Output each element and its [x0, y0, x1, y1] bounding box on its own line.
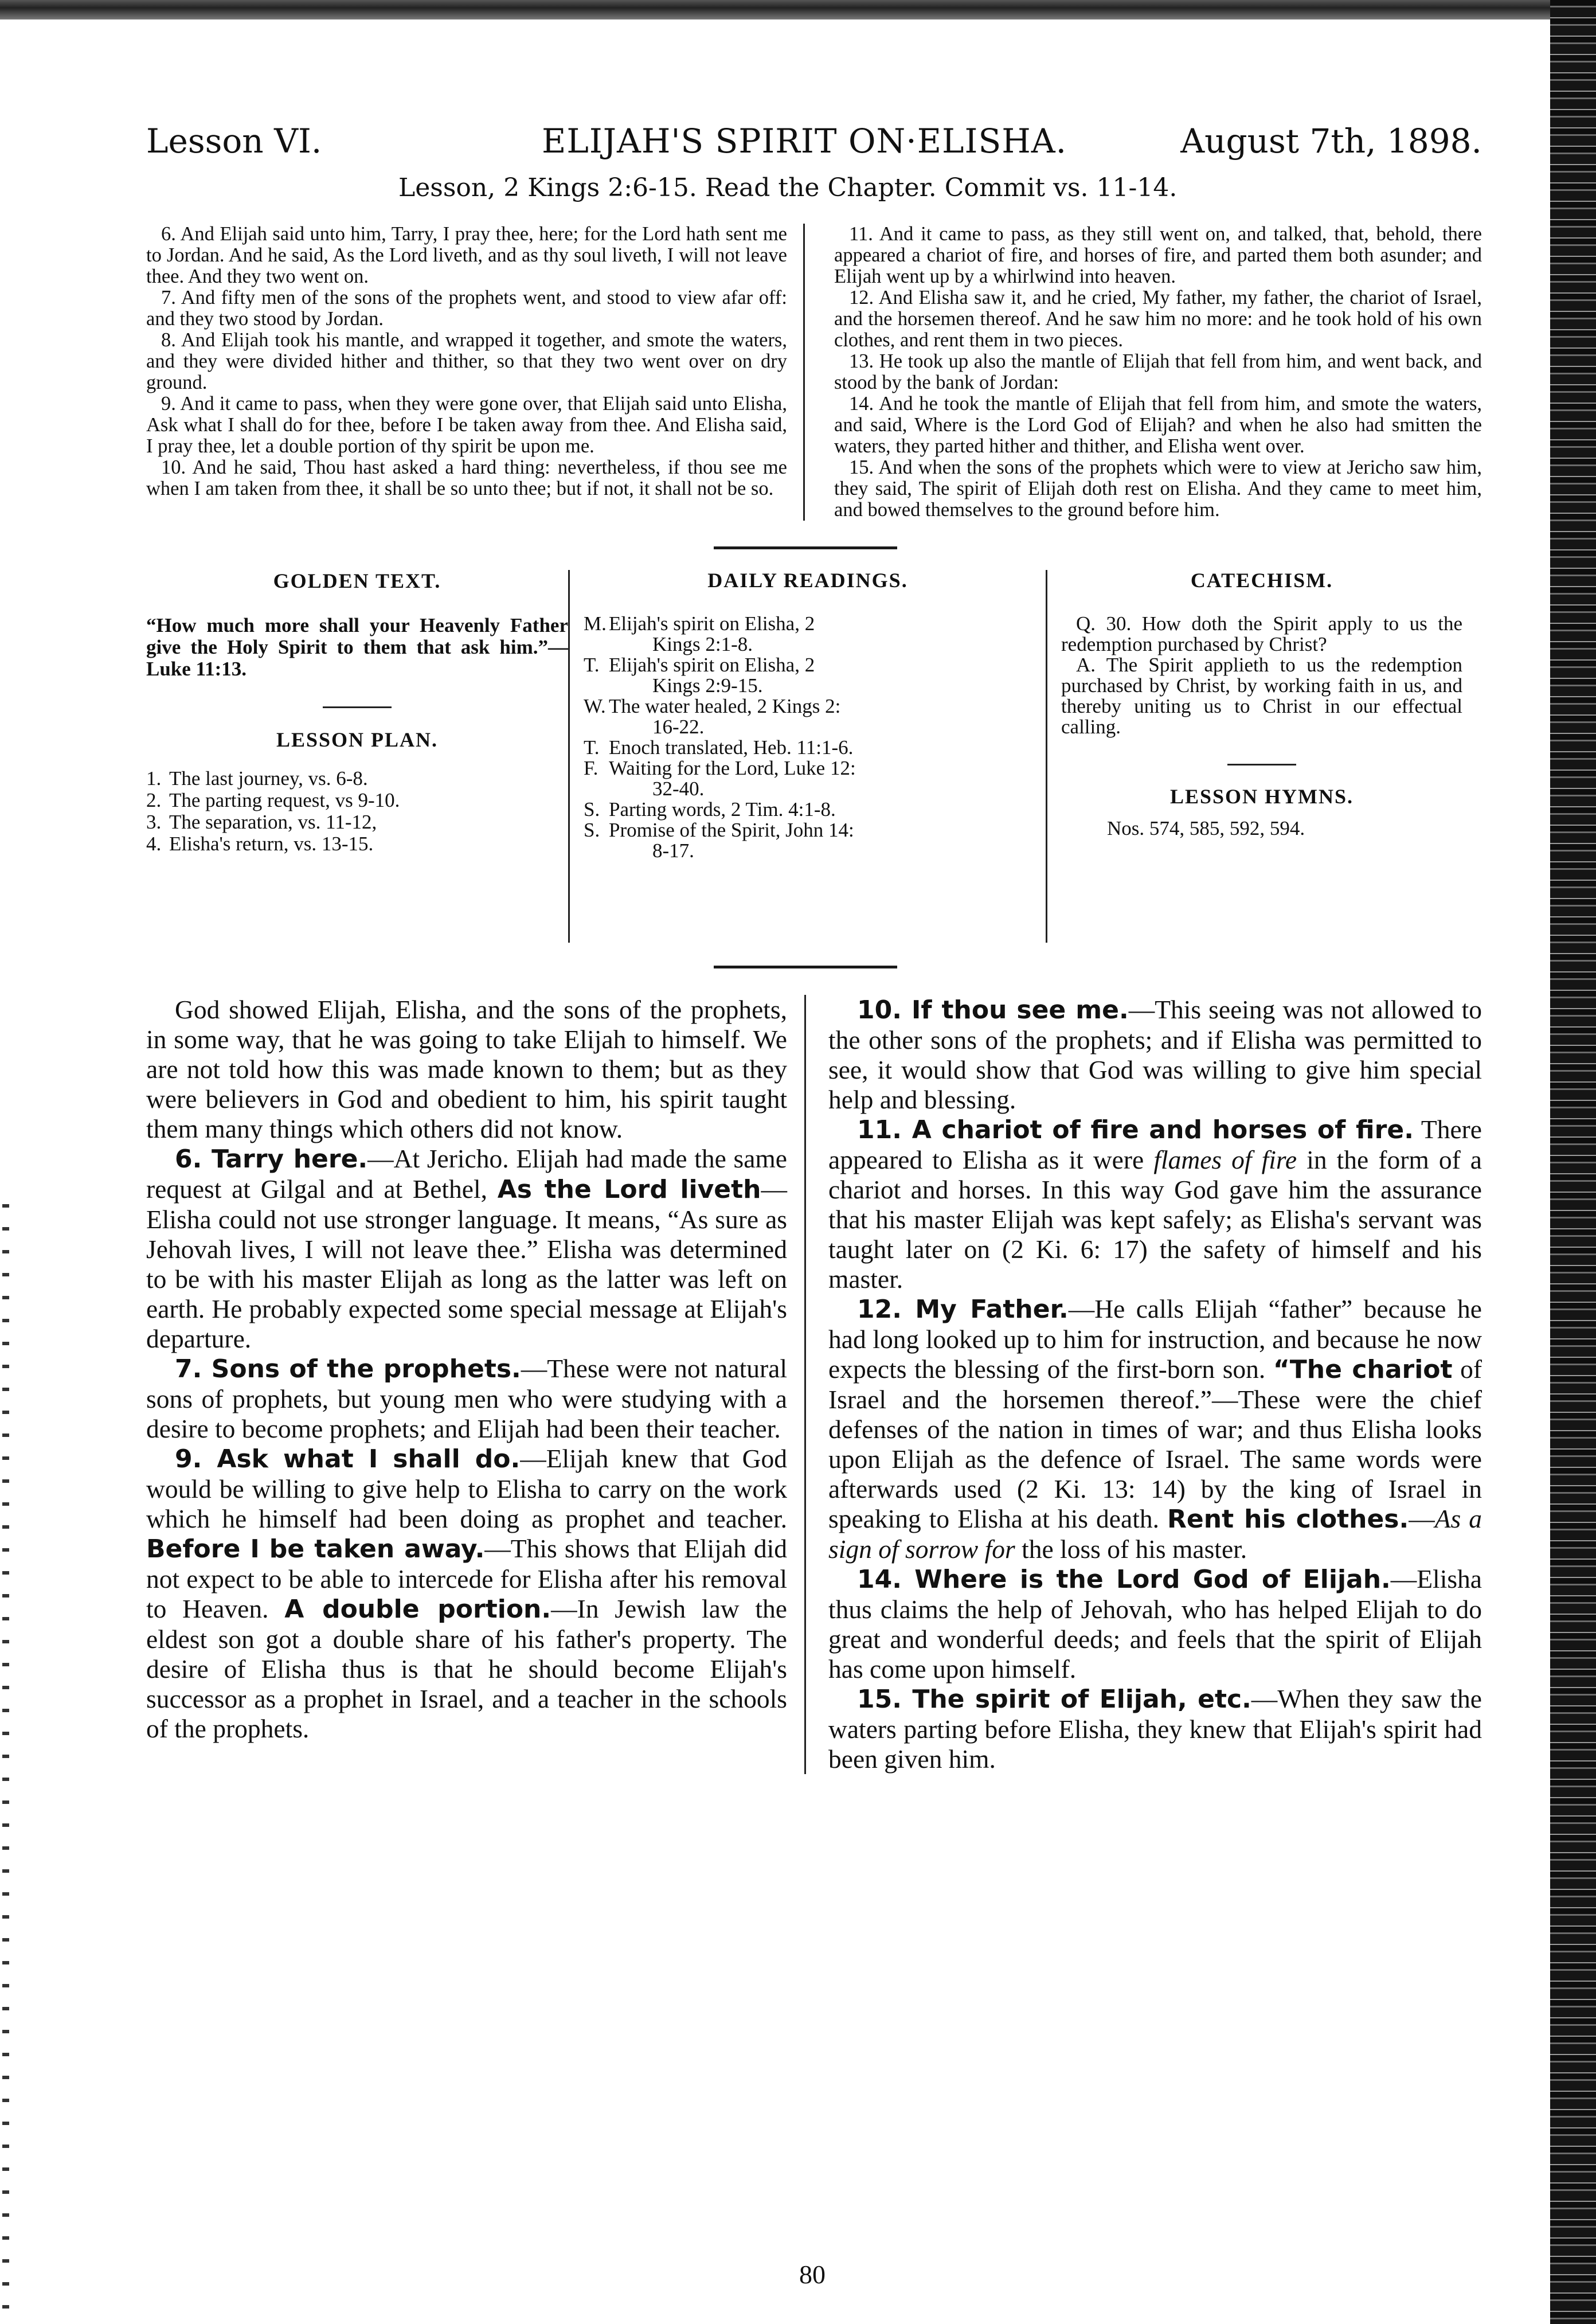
catechism-heading: CATECHISM. — [1190, 569, 1333, 592]
note-verse-10: 10. If thou see me.—This seeing was not allowed to the other sons of the prophets; and if Elisha was permitted to see, it would show that God was willing to give him special help and blessing. — [828, 995, 1482, 1114]
commentary-left-column — [146, 995, 806, 1774]
note-verse-14: 14. Where is the Lord God of Elijah.—Elisha thus claims the help of Jehovah, who has helped Elijah to do great and wonderful deeds; and feels that the spirit of Elijah has come upon himself. — [828, 1564, 1482, 1684]
scripture-passage — [146, 224, 1482, 521]
verse-13: 13. He took up also the mantle of Elijah that fell from him, and went back, and stood by the bank of Jordan: — [834, 350, 1482, 393]
note-heading: Rent his clothes. — [1167, 1505, 1409, 1534]
page-header — [146, 122, 1482, 173]
scan-binding-edge — [1550, 0, 1596, 2324]
verse-10: 10. And he said, Thou hast asked a hard thing: nevertheless, if thou see me when I am taken from thee, it shall be so unto thee; but if not, it shall not be so. — [146, 456, 787, 499]
reading-row: F. Waiting for the Lord, Luke 12: — [584, 757, 856, 779]
golden-text-box — [146, 570, 568, 943]
verse-14: 14. And he took the mantle of Elijah that fell from him, and smote the waters, and said, Where is the Lord God of Elijah? and when he also had smitten the waters, they parted hither and thither, and Elisha went over. — [834, 393, 1482, 457]
catechism-question: Q. 30. How doth the Spirit apply to us the redemption purchased by Christ? — [1061, 612, 1462, 655]
lesson-plan-list — [146, 768, 568, 855]
divider — [323, 706, 392, 708]
section-divider — [714, 966, 897, 968]
verse-11: 11. And it came to pass, as they still went on, and talked, that, behold, there appeared a chariot of fire, and horses of fire, and parted them both asunder; and Elijah went up by a whirlwind into heaven. — [834, 223, 1482, 287]
lesson-hymns-heading: LESSON HYMNS. — [1169, 785, 1354, 808]
reading-row: T. Enoch translated, Heb. 11:1-6. — [584, 736, 854, 759]
divider — [1227, 764, 1296, 765]
verse-7: 7. And fifty men of the sons of the prophets went, and stood to view afar off: and they two stood by Jordan. — [146, 287, 787, 330]
daily-readings-box — [568, 570, 1047, 943]
lesson-title: ELIJAH'S SPIRIT ON·ELISHA. — [542, 122, 1067, 161]
reading-row: M. Elijah's spirit on Elisha, 2 — [584, 612, 815, 635]
note-verse-11: 11. A chariot of fire and horses of fire. There appeared to Elisha as it were flames of fire in the form of a chariot and horses. In this way God gave him the assurance that his master Elijah was kept safely; as Elisha's servant was taught later on (2 Ki. 6: 17) the safety of himself and his master. — [828, 1115, 1482, 1294]
reading-row: S. Parting words, 2 Tim. 4:1-8. — [584, 798, 836, 821]
note-heading: 6. Tarry here. — [175, 1145, 368, 1174]
note-heading: 15. The spirit of Elijah, etc. — [857, 1685, 1251, 1714]
reading-continuation: Kings 2:1-8. — [652, 633, 753, 655]
note-verse-9: 9. Ask what I shall do.—Elijah knew that God would be willing to give help to Elisha to carry on the work which he himself had been doing as prophet and teacher. Before I be taken away.—This shows that Elijah did not expect to be able to intercede for Elisha after his removal to Heaven. A double portion.—In Jewish law the eldest son got a double share of his father's property. The desire of Elisha thus is that he should become Elijah's successor as a prophet in Israel, and a teacher in the schools of the prophets. — [146, 1444, 787, 1743]
daily-readings-heading: DAILY READINGS. — [707, 569, 908, 592]
reading-continuation: 32-40. — [652, 778, 705, 800]
lesson-date: August 7th, 1898. — [1180, 122, 1482, 161]
verse-6: 6. And Elijah said unto him, Tarry, I pray thee, here; for the Lord hath sent me to Jordan. And he said, As the Lord liveth, and as thy soul liveth, I will not leave thee. And they two went on. — [146, 223, 787, 287]
note-heading: 12. My Father. — [857, 1295, 1069, 1324]
commentary-right-column — [828, 995, 1482, 1774]
verse-9: 9. And it came to pass, when they were gone over, that Elijah said unto Elisha, Ask what I shall do for thee, before I be taken away from thee. And Elisha said, I pray thee, let a double portion of thy spirit be upon me. — [146, 393, 787, 457]
reading-row: W. The water healed, 2 Kings 2: — [584, 695, 841, 717]
verse-12: 12. And Elisha saw it, and he cried, My father, my father, the chariot of Israel, and the horsemen thereof. And he saw him no more: and he took hold of his own clothes, and rent them in two pieces. — [834, 287, 1482, 351]
note-heading: 10. If thou see me. — [857, 995, 1129, 1025]
lesson-page — [146, 122, 1482, 1774]
note-heading: 7. Sons of the prophets. — [175, 1354, 521, 1384]
note-heading: Before I be taken away. — [146, 1534, 485, 1564]
list-item: 4. Elisha's return, vs. 13-15. — [146, 833, 374, 855]
note-heading: 9. Ask what I shall do. — [175, 1444, 521, 1474]
scripture-left-column — [146, 224, 805, 521]
reading-row: S. Promise of the Spirit, John 14: — [584, 819, 854, 841]
lesson-reference: Lesson, 2 Kings 2:6-15. Read the Chapter. Commit vs. 11-14. — [398, 173, 1178, 202]
reading-row: T. Elijah's spirit on Elisha, 2 — [584, 654, 815, 676]
reading-continuation: 16-22. — [652, 716, 705, 738]
golden-text-heading: GOLDEN TEXT. — [273, 569, 441, 592]
note-verse-12: 12. My Father.—He calls Elijah “father” because he had long looked up to him for instruction, and because he now expects the blessing of the first-born son. “The chariot of Israel and the horsemen thereof.”—These were the chief defenses of the nation in times of war; and thus Elisha looks upon Elijah as the defence of Israel. The same words were afterwards used (2 Ki. 13: 14) by the king of Israel in speaking to Elisha at his death. Rent his clothes.—As a sign of sorrow for the loss of his master. — [828, 1294, 1482, 1564]
note-heading: 11. A chariot of fire and horses of fire. — [857, 1115, 1414, 1145]
scan-top-edge — [0, 0, 1596, 19]
list-item: 1. The last journey, vs. 6-8. — [146, 767, 368, 790]
reading-continuation: 8-17. — [652, 839, 694, 862]
commentary — [146, 995, 1482, 1774]
note-heading: “The chariot — [1273, 1355, 1453, 1384]
note-heading: A double portion. — [284, 1595, 551, 1624]
scripture-right-column — [834, 224, 1482, 521]
page-number: 80 — [799, 2260, 826, 2289]
hymn-numbers: Nos. 574, 585, 592, 594. — [1107, 817, 1305, 839]
list-item: 3. The separation, vs. 11-12, — [146, 811, 377, 833]
note-verse-15: 15. The spirit of Elijah, etc.—When they saw the waters parting before Elisha, they knew that Elijah's spirit had been given him. — [828, 1684, 1482, 1774]
lesson-number: Lesson VI. — [146, 122, 322, 161]
lesson-plan-heading: LESSON PLAN. — [276, 728, 439, 751]
section-divider — [714, 546, 897, 549]
note-heading: As the Lord liveth — [497, 1175, 761, 1204]
verse-15: 15. And when the sons of the prophets which were to view at Jericho saw him, they said, The spirit of Elijah doth rest on Elisha. And they came to meet him, and bowed themselves to the ground before him. — [834, 456, 1482, 521]
scan-left-marks — [2, 1204, 9, 2322]
reading-continuation: Kings 2:9-15. — [652, 674, 763, 697]
note-verse-6: 6. Tarry here.—At Jericho. Elijah had made the same request at Gilgal and at Bethel, As the Lord liveth—Elisha could not use stronger language. It means, “As sure as Jehovah lives, I will not leave thee.” Elisha was determined to be with his master Elijah as long as the latter was left on earth. He probably expected some special message at Elijah's departure. — [146, 1144, 788, 1353]
lesson-info-boxes — [146, 570, 1482, 943]
golden-text: “How much more shall your Heavenly Father give the Holy Spirit to them that ask him.”—Luke 11:13. — [146, 614, 568, 680]
catechism-box — [1047, 570, 1462, 943]
commentary-intro: God showed Elijah, Elisha, and the sons of the prophets, in some way, that he was going to take Elijah to himself. We are not told how this was made known to them; but as they were believers in God and obedient to him, his spirit taught them many things which others did not know. — [146, 995, 787, 1143]
list-item: 2. The parting request, vs 9-10. — [146, 789, 400, 811]
note-verse-7: 7. Sons of the prophets.—These were not natural sons of prophets, but young men who were studying with a desire to become prophets; and Elijah had been their teacher. — [146, 1354, 787, 1443]
note-heading: 14. Where is the Lord God of Elijah. — [857, 1565, 1391, 1594]
verse-8: 8. And Elijah took his mantle, and wrapped it together, and smote the waters, and they were divided hither and thither, so that they two went over on dry ground. — [146, 329, 787, 393]
catechism-answer: A. The Spirit applieth to us the redemption purchased by Christ, by working faith in us, and thereby uniting us to Christ in our effectual calling. — [1061, 654, 1462, 738]
